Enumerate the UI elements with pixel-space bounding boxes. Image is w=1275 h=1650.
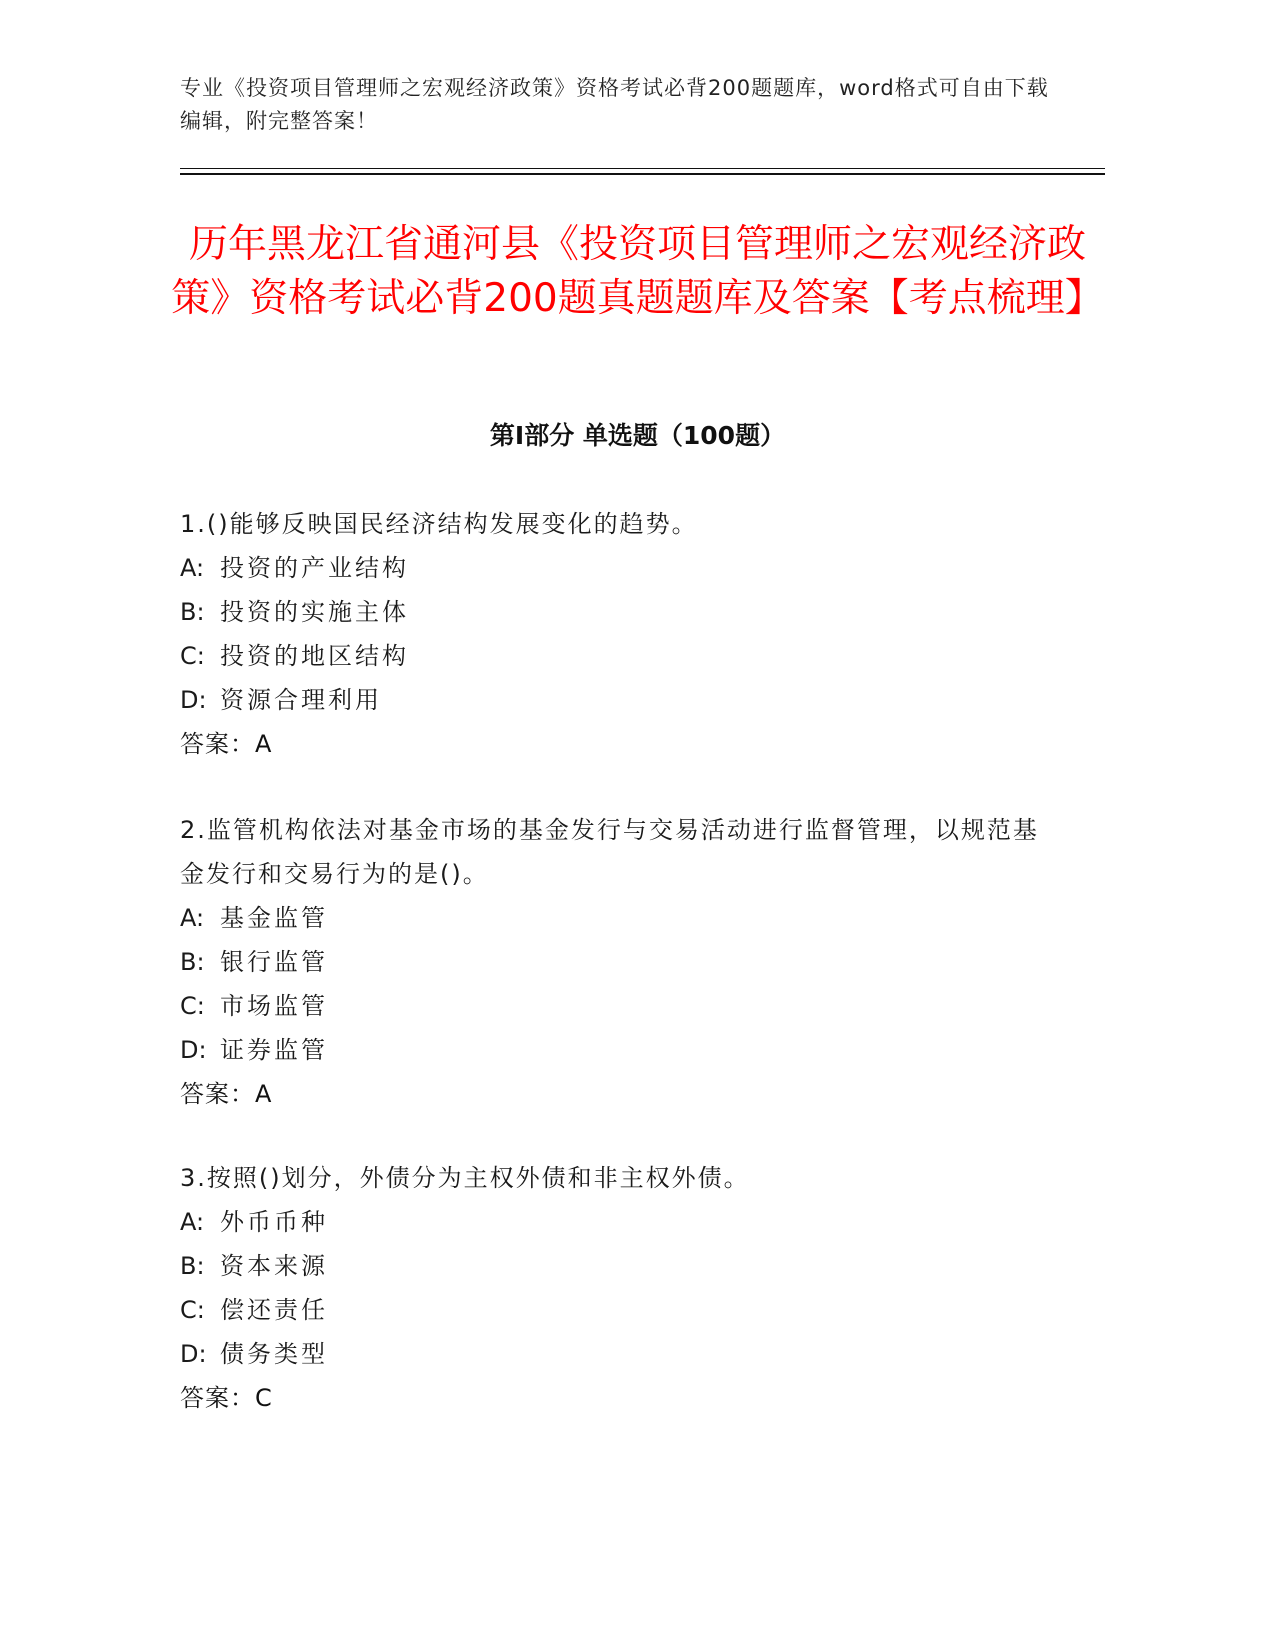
option-a [180, 546, 1060, 590]
option-text: 资源合理利用 [220, 686, 382, 714]
option-text: 基金监管 [220, 904, 328, 932]
option-letter: B: [180, 1252, 205, 1280]
option-c [180, 634, 1060, 678]
option-letter: C: [180, 992, 205, 1020]
option-text: 证券监管 [220, 1036, 328, 1064]
option-letter: A: [180, 904, 205, 932]
question-stem: 1.()能够反映国民经济结构发展变化的趋势。 [180, 510, 698, 538]
option-text: 银行监管 [220, 948, 328, 976]
answer: 答案：A [180, 730, 273, 758]
option-a [180, 1200, 1060, 1244]
option-b [180, 1244, 1060, 1288]
option-text: 外币币种 [220, 1208, 328, 1236]
option-letter: A: [180, 554, 205, 582]
question-stem: 2.监管机构依法对基金市场的基金发行与交易活动进行监督管理，以规范基金发行和交易行为的是()。 [180, 816, 1039, 888]
option-d [180, 1332, 1060, 1376]
option-text: 投资的产业结构 [220, 554, 409, 582]
option-d [180, 678, 1060, 722]
option-b [180, 590, 1060, 634]
answer: 答案：A [180, 1080, 273, 1108]
option-letter: B: [180, 598, 205, 626]
option-letter: D: [180, 1340, 207, 1368]
option-c [180, 984, 1060, 1028]
option-letter: A: [180, 1208, 205, 1236]
question-stem: 3.按照()划分，外债分为主权外债和非主权外债。 [180, 1164, 750, 1192]
header-rule-bottom [180, 173, 1105, 175]
question-3 [180, 1156, 1060, 1420]
option-d [180, 1028, 1060, 1072]
option-letter: D: [180, 1036, 207, 1064]
option-text: 偿还责任 [220, 1296, 328, 1324]
header-rule-top [180, 168, 1105, 169]
option-text: 资本来源 [220, 1252, 328, 1280]
option-a [180, 896, 1060, 940]
option-text: 投资的地区结构 [220, 642, 409, 670]
header-note: 专业《投资项目管理师之宏观经济政策》资格考试必背200题题库，word格式可自由下载编辑，附完整答案！ [180, 76, 1049, 133]
option-letter: B: [180, 948, 205, 976]
option-c [180, 1288, 1060, 1332]
option-text: 市场监管 [220, 992, 328, 1020]
option-b [180, 940, 1060, 984]
section-title: 第Ⅰ部分 单选题（100题） [489, 421, 786, 450]
question-2 [180, 808, 1060, 1116]
option-text: 投资的实施主体 [220, 598, 409, 626]
document-title: 历年黑龙江省通河县《投资项目管理师之宏观经济政策》资格考试必背200题真题题库及答案【考点梳理】 [171, 222, 1104, 321]
option-letter: C: [180, 642, 205, 670]
question-1 [180, 502, 1060, 766]
option-text: 债务类型 [220, 1340, 328, 1368]
answer: 答案：C [180, 1384, 273, 1412]
option-letter: D: [180, 686, 207, 714]
option-letter: C: [180, 1296, 205, 1324]
